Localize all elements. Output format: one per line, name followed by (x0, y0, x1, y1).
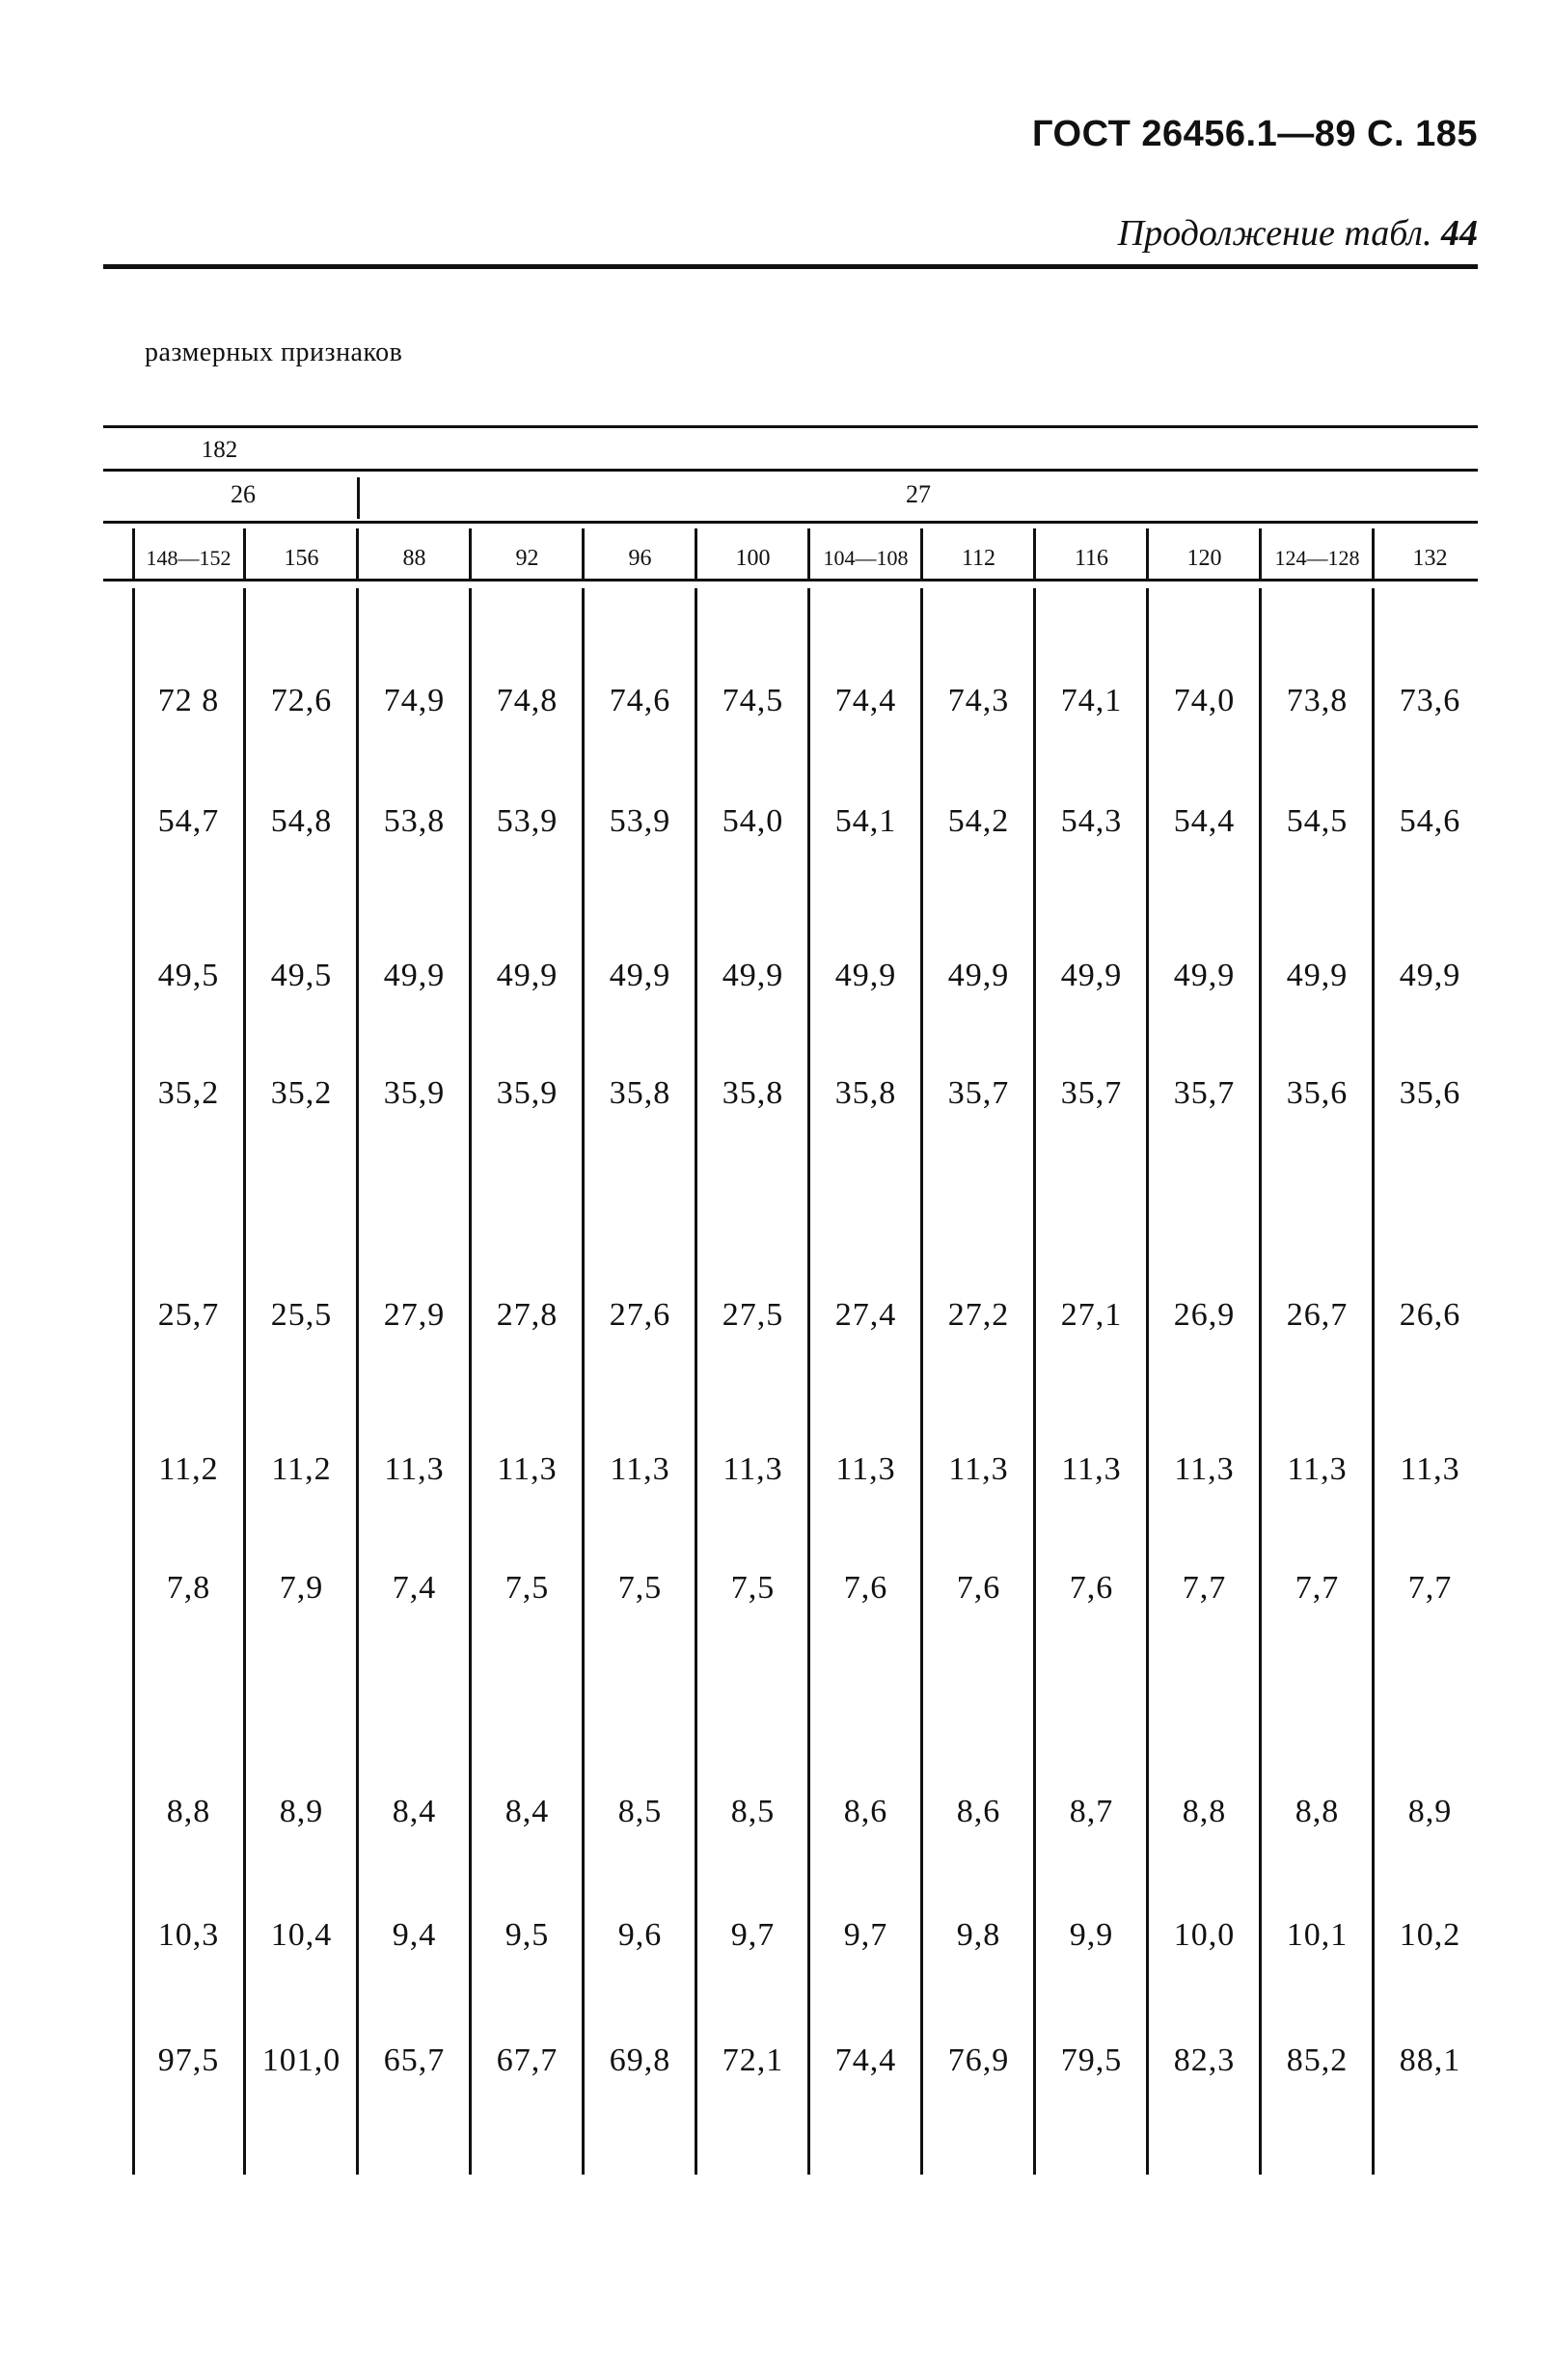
table-cell: 26,9 (1173, 1297, 1236, 1333)
column-rule (1033, 528, 1036, 579)
table-cell: 10,2 (1399, 1917, 1461, 1953)
table-cell: 72 8 (157, 683, 220, 718)
table-cell: 49,5 (270, 958, 333, 993)
table-cell: 35,8 (834, 1075, 897, 1111)
table-cell: 7,6 (1069, 1570, 1114, 1606)
column-rule (807, 528, 810, 579)
table-cell: 27,9 (383, 1297, 446, 1333)
table-cell: 54,3 (1060, 803, 1123, 839)
table-cell: 54,1 (834, 803, 897, 839)
column-rule (1146, 528, 1149, 579)
table-cell: 7,7 (1182, 1570, 1227, 1606)
table-cell: 7,5 (617, 1570, 663, 1606)
column-rule (243, 528, 246, 579)
table-cell: 9,7 (730, 1917, 776, 1953)
column-rule (1372, 528, 1375, 579)
table-cell: 11,3 (1174, 1451, 1235, 1487)
table-cell: 35,2 (157, 1075, 220, 1111)
table-cell: 49,9 (1286, 958, 1349, 993)
table-cell: 49,9 (722, 958, 784, 993)
column-rule (582, 528, 585, 579)
table-cell: 72,6 (270, 683, 333, 718)
table-cell: 35,6 (1399, 1075, 1461, 1111)
table-cell: 49,9 (496, 958, 559, 993)
table-cell: 54,4 (1173, 803, 1236, 839)
table-cell: 74,0 (1173, 683, 1236, 718)
table-cell: 79,5 (1060, 2042, 1123, 2078)
table-continuation-label (1118, 212, 1478, 255)
table-cell: 25,5 (270, 1297, 333, 1333)
table-cell: 11,3 (835, 1451, 896, 1487)
table-cell: 76,9 (947, 2042, 1010, 2078)
table-cell: 49,9 (1060, 958, 1123, 993)
table-cell: 9,9 (1069, 1917, 1114, 1953)
column-header: 116 (1074, 546, 1109, 571)
table-cell: 7,7 (1295, 1570, 1340, 1606)
table-cell: 8,8 (166, 1794, 211, 1829)
table-cell: 25,7 (157, 1297, 220, 1333)
table-cell: 54,2 (947, 803, 1010, 839)
group-top-label: 182 (201, 437, 238, 463)
table-cell: 35,8 (722, 1075, 784, 1111)
column-rule (1259, 528, 1262, 579)
table-top-rule (103, 425, 1478, 428)
table-cell: 7,5 (730, 1570, 776, 1606)
table-cell: 35,6 (1286, 1075, 1349, 1111)
table-cell: 74,8 (496, 683, 559, 718)
table-cell: 101,0 (261, 2042, 341, 2078)
table-cell: 8,5 (617, 1794, 663, 1829)
group-divider (357, 477, 360, 519)
table-cell: 72,1 (722, 2042, 784, 2078)
table-cell: 8,8 (1295, 1794, 1340, 1829)
table-cell: 49,9 (834, 958, 897, 993)
table-cell: 53,9 (496, 803, 559, 839)
table-cell: 73,6 (1399, 683, 1461, 718)
table-cell: 7,4 (392, 1570, 437, 1606)
table-cell: 9,7 (843, 1917, 888, 1953)
table-cell: 8,4 (504, 1794, 550, 1829)
table-cell: 11,3 (1061, 1451, 1122, 1487)
table-cell: 8,7 (1069, 1794, 1114, 1829)
table-cell: 67,7 (496, 2042, 559, 2078)
table-cell: 8,9 (279, 1794, 324, 1829)
continuation-text: Продолжение табл. (1117, 213, 1432, 254)
table-cell: 11,3 (497, 1451, 558, 1487)
table-cell: 53,9 (609, 803, 671, 839)
table-cell: 27,8 (496, 1297, 559, 1333)
column-rule (469, 528, 472, 579)
table-cell: 69,8 (609, 2042, 671, 2078)
table-cell: 8,6 (956, 1794, 1001, 1829)
table-cell: 35,2 (270, 1075, 333, 1111)
table-cell: 49,9 (383, 958, 446, 993)
table-cell: 74,9 (383, 683, 446, 718)
table-cell: 27,2 (947, 1297, 1010, 1333)
table-cell: 74,4 (834, 683, 897, 718)
table-cell: 11,3 (722, 1451, 783, 1487)
table-cell: 65,7 (383, 2042, 446, 2078)
header-rule (103, 264, 1478, 269)
table-cell: 9,6 (617, 1917, 663, 1953)
subgroup-rule (103, 521, 1478, 524)
table-cell: 8,6 (843, 1794, 888, 1829)
table-cell: 11,3 (1287, 1451, 1348, 1487)
column-rule (695, 528, 697, 579)
table-cell: 8,9 (1407, 1794, 1453, 1829)
column-header: 132 (1412, 546, 1448, 571)
table-cell: 11,2 (271, 1451, 332, 1487)
table-cell: 74,4 (834, 2042, 897, 2078)
standard-header: ГОСТ 26456.1—89 С. 185 (1031, 114, 1478, 154)
column-header: 124—128 (1274, 546, 1360, 570)
table-cell: 26,6 (1399, 1297, 1461, 1333)
table-cell: 27,1 (1060, 1297, 1123, 1333)
table-cell: 49,9 (947, 958, 1010, 993)
table-cell: 11,3 (610, 1451, 670, 1487)
table-cell: 35,8 (609, 1075, 671, 1111)
table-cell: 49,9 (1173, 958, 1236, 993)
table-cell: 7,8 (166, 1570, 211, 1606)
table-cell: 27,4 (834, 1297, 897, 1333)
table-cell: 97,5 (157, 2042, 220, 2078)
column-header: 104—108 (823, 546, 909, 570)
table-cell: 85,2 (1286, 2042, 1349, 2078)
table-cell: 8,5 (730, 1794, 776, 1829)
table-cell: 74,5 (722, 683, 784, 718)
table-cell: 88,1 (1399, 2042, 1461, 2078)
column-rule (920, 528, 923, 579)
table-cell: 54,0 (722, 803, 784, 839)
table-cell: 35,9 (383, 1075, 446, 1111)
table-cell: 74,3 (947, 683, 1010, 718)
table-cell: 10,3 (157, 1917, 220, 1953)
table-cell: 54,5 (1286, 803, 1349, 839)
table-cell: 8,8 (1182, 1794, 1227, 1829)
table-cell: 11,2 (158, 1451, 219, 1487)
table-subtitle: размерных признаков (145, 338, 403, 367)
table-cell: 27,6 (609, 1297, 671, 1333)
table-cell: 49,9 (1399, 958, 1461, 993)
group-label-27: 27 (906, 480, 931, 508)
column-header: 100 (735, 546, 771, 571)
table-cell: 9,5 (504, 1917, 550, 1953)
table-cell: 35,9 (496, 1075, 559, 1111)
table-cell: 27,5 (722, 1297, 784, 1333)
column-header: 96 (628, 546, 652, 571)
column-rule (356, 528, 359, 579)
table-cell: 7,6 (956, 1570, 1001, 1606)
table-cell: 7,5 (504, 1570, 550, 1606)
table-cell: 10,1 (1286, 1917, 1349, 1953)
table-cell: 54,7 (157, 803, 220, 839)
table-cell: 9,8 (956, 1917, 1001, 1953)
table-cell: 74,6 (609, 683, 671, 718)
table-cell: 82,3 (1173, 2042, 1236, 2078)
group-label-26: 26 (231, 480, 256, 508)
table-number: 44 (1441, 213, 1478, 254)
table-cell: 35,7 (1173, 1075, 1236, 1111)
table-cell: 8,4 (392, 1794, 437, 1829)
column-header: 92 (515, 546, 539, 571)
table-cell: 7,9 (279, 1570, 324, 1606)
table-cell: 10,4 (270, 1917, 333, 1953)
column-rule (132, 528, 135, 579)
table-cell: 26,7 (1286, 1297, 1349, 1333)
table-cell: 35,7 (947, 1075, 1010, 1111)
table-cell: 9,4 (392, 1917, 437, 1953)
column-header: 120 (1186, 546, 1222, 571)
table-cell: 49,9 (609, 958, 671, 993)
column-header: 156 (284, 546, 319, 571)
table-cell: 10,0 (1173, 1917, 1236, 1953)
table-cell: 11,3 (1400, 1451, 1460, 1487)
table-cell: 73,8 (1286, 683, 1349, 718)
table-cell: 11,3 (384, 1451, 445, 1487)
table-cell: 7,6 (843, 1570, 888, 1606)
table-cell: 35,7 (1060, 1075, 1123, 1111)
column-header: 88 (402, 546, 426, 571)
table-cell: 49,5 (157, 958, 220, 993)
table-cell: 53,8 (383, 803, 446, 839)
column-header-rule (103, 579, 1478, 581)
table-cell: 7,7 (1407, 1570, 1453, 1606)
table-cell: 11,3 (948, 1451, 1009, 1487)
column-header: 148—152 (146, 546, 232, 570)
table-cell: 54,6 (1399, 803, 1461, 839)
table-cell: 74,1 (1060, 683, 1123, 718)
column-header: 112 (961, 546, 996, 571)
group-rule (103, 469, 1478, 472)
table-cell: 54,8 (270, 803, 333, 839)
